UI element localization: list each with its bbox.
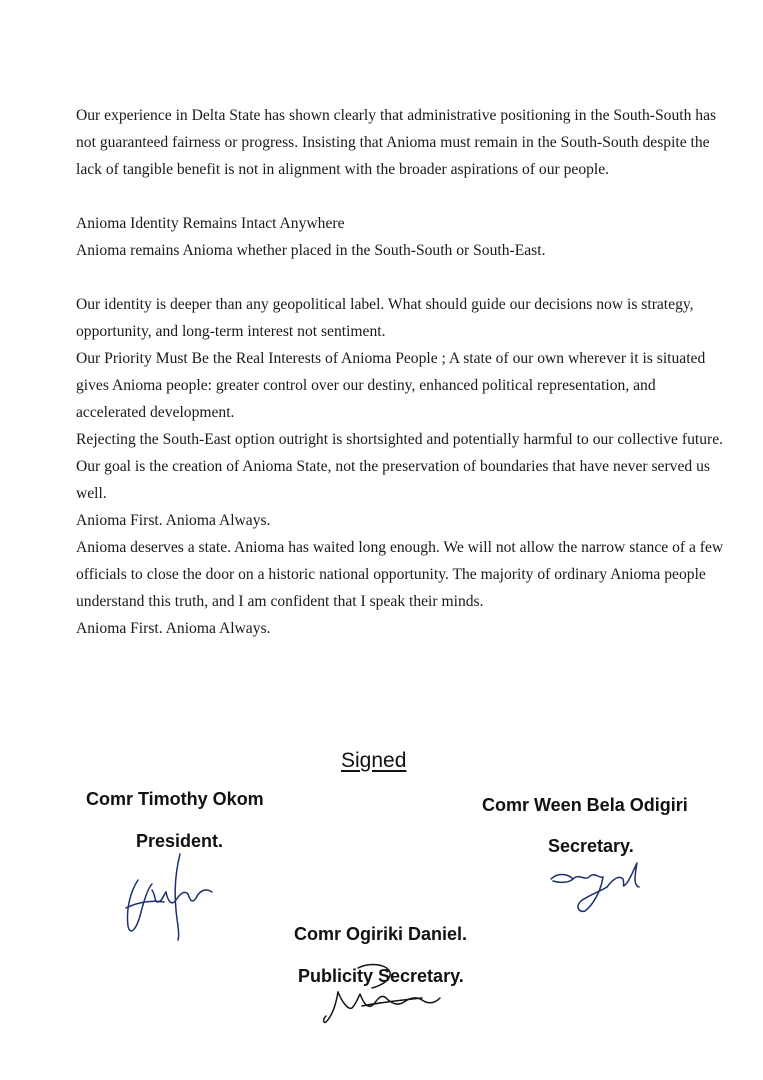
paragraph-deserves-state: Anioma deserves a state. Anioma has waited long enough. We will not allow the narrow stance of a few officials to close the door on a historic national opportunity. The majority of ordinary Anioma people understand this truth, and I am confident that I speak their minds. — [76, 539, 724, 610]
signatory-title-president: President. — [136, 831, 224, 851]
president-signature-image — [118, 850, 218, 945]
letter-body — [76, 102, 726, 642]
signatory-title-secretary: Secretary. — [548, 836, 634, 856]
signatory-name-publicity-secretary: Comr Ogiriki Daniel. — [294, 924, 468, 944]
secretary-signature-image — [545, 857, 645, 915]
signed-heading: Signed — [341, 749, 407, 772]
paragraph-rejecting: Rejecting the South-East option outright is shortsighted and potentially harmful to our collective future. Our goal is the creation of Anioma State, not the preservation of boundaries that have never served us well. — [76, 431, 724, 502]
slogan-line-closing: Anioma First. Anioma Always. — [76, 620, 271, 637]
slogan-line: Anioma First. Anioma Always. — [76, 512, 271, 529]
paragraph-delta-experience: Our experience in Delta State has shown clearly that administrative positioning in the South-South has not guaranteed fairness or progress. Insisting that Anioma must remain in the South-South despite the lack of tangible benefit is not in alignment with the broader aspirations of our people. — [76, 107, 717, 178]
paragraph-identity-deeper: Our identity is deeper than any geopolitical label. What should guide our decisions now is strategy, opportunity, and long-term interest not sentiment. — [76, 296, 694, 340]
signatory-name-secretary: Comr Ween Bela Odigiri — [482, 795, 688, 815]
paragraph-anioma-remains: Anioma remains Anioma whether placed in the South-South or South-East. — [76, 242, 546, 259]
paragraph-priority: Our Priority Must Be the Real Interests of Anioma People ; A state of our own wherever it is situated gives Anioma people: greater control over our destiny, enhanced political representation, and accelerated development. — [76, 350, 706, 421]
publicity-secretary-signature-image — [318, 958, 448, 1030]
section-heading-identity: Anioma Identity Remains Intact Anywhere — [76, 215, 345, 232]
signatory-title-publicity-secretary: Publicity Secretary. — [298, 966, 464, 986]
signatory-name-president: Comr Timothy Okom — [86, 789, 264, 809]
